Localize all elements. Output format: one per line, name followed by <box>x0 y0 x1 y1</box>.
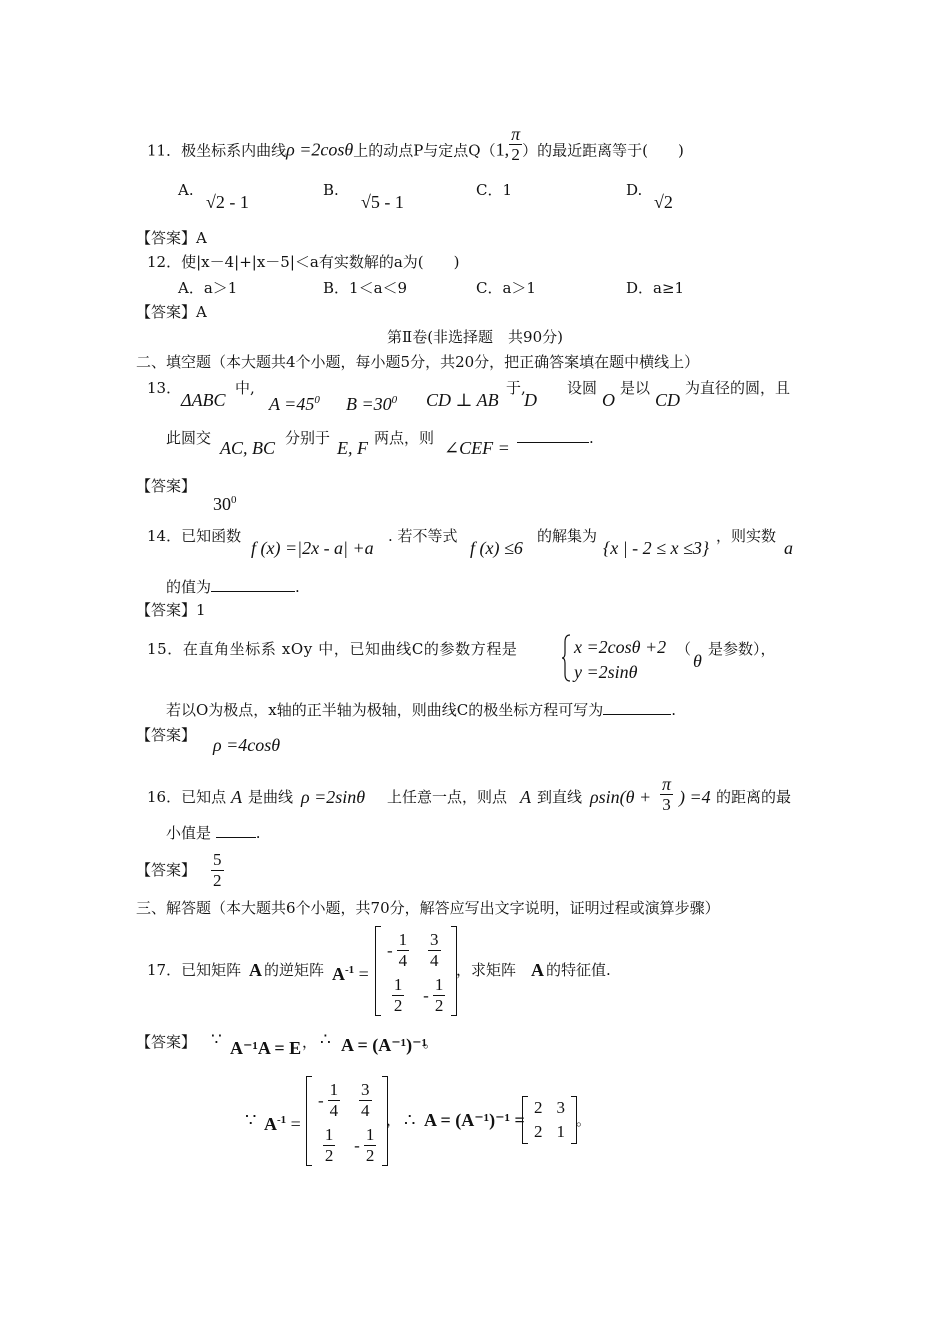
q12-option-a: A．a＞1 <box>178 279 238 297</box>
q16-text-shi: 是曲线 <box>248 788 294 806</box>
q17-matrix-a-2: A <box>531 960 544 980</box>
q16-line-part2: ) =4 <box>679 787 711 807</box>
q17-entry-12: $\frac{3}{4}$ <box>430 930 439 970</box>
q11-end-text: ）的最近距离等于( ) <box>522 141 684 160</box>
q11-option-d-label: D. <box>626 181 643 199</box>
q12-option-c: C．a＞1 <box>476 279 536 297</box>
q17-therefore-1: ∴ <box>320 1030 331 1049</box>
section3-heading: 三、解答题（本大题共6个小题，共70分，解答应写出文字说明，证明过程或演算步骤） <box>136 899 720 917</box>
q11-mid-text: 上的动点P与定点Q（ <box>353 141 496 160</box>
q17-a-inverse-2: $A^{-1}$ = <box>264 1114 301 1134</box>
q17-entry2-11: - $\frac{1}{4}$ <box>318 1080 339 1120</box>
q13-text-she: 设圆 <box>567 379 598 397</box>
q11-option-a: √2 - 1 <box>206 192 249 212</box>
q16-text-dao: 到直线 <box>537 788 583 806</box>
q17-period-2: 。 <box>576 1111 592 1129</box>
q17-inverse-matrix <box>375 926 457 1016</box>
q14-number: 14．已知函数 <box>147 527 242 545</box>
q17-comma-1: ， <box>302 1033 318 1051</box>
q12-answer: 【答案】A <box>136 303 207 321</box>
q13-segment-cd: CD <box>655 390 681 410</box>
q15-equation-x: x =2cosθ +2 <box>574 637 667 657</box>
q15-stem: 15．在直角坐标系 xOy 中，已知曲线C的参数方程是 <box>147 640 518 658</box>
q17-because-1: ∵ <box>211 1030 222 1049</box>
q15-answer-label: 【答案】 <box>136 726 197 744</box>
q17-a-inverse: $A^{-1}$ = <box>332 964 369 984</box>
q17-result-22: 1 <box>556 1122 565 1141</box>
q15-line2: 若以O为极点，x轴的正半轴为极轴，则曲线C的极坐标方程可写为 . <box>166 701 677 719</box>
q17-text-ni: 的逆矩阵 <box>264 961 325 979</box>
q17-comma-2: ， <box>386 1111 402 1129</box>
q11-option-d: √2 <box>654 192 673 212</box>
q13-circle-o: O <box>602 390 615 410</box>
q13-answer: $30^0$ <box>213 494 237 514</box>
section2-heading: 二、填空题（本大题共4个小题，每小题5分，共20分，把正确答案填在题中横线上） <box>136 353 700 371</box>
q11-answer: 【答案】A <box>136 229 207 247</box>
q13-text-fenbie: 分别于 <box>285 429 331 447</box>
q17-entry2-12: $\frac{3}{4}$ <box>361 1080 370 1120</box>
part2-title: 第Ⅱ卷(非选择题 共90分) <box>387 328 563 346</box>
q13-text-liangdian: 两点，则 <box>374 429 435 447</box>
q11-option-a-label: A. <box>178 181 194 199</box>
q17-result-eq: A = (A⁻¹)⁻¹ = <box>424 1110 525 1130</box>
q12-option-b: B．1＜a＜9 <box>323 279 408 297</box>
q13-perpendicular: CD ⊥ AB <box>426 390 499 410</box>
q11-option-c: C．1 <box>476 181 513 199</box>
q14-variable-a: a <box>784 538 793 558</box>
q17-a-equals-inverse: A = (A⁻¹)⁻¹ <box>341 1035 428 1055</box>
q17-entry-11: - $\frac{1}{4}$ <box>387 930 408 970</box>
q16-answer-label: 【答案】 <box>136 861 197 879</box>
q17-therefore-2: ∴ <box>404 1110 416 1130</box>
q17-entry-21: $\frac{1}{2}$ <box>393 975 403 1015</box>
q16-line-part1: ρsin(θ + <box>590 787 652 807</box>
q17-result-matrix <box>522 1096 577 1144</box>
q11-option-b-label: B. <box>323 181 339 199</box>
q17-number: 17．已知矩阵 <box>147 961 242 979</box>
q11-point: 1, <box>495 139 510 160</box>
q15-brace <box>561 634 571 682</box>
q13-text-zhong: 中, <box>235 379 255 397</box>
q13-line2-start: 此圆交 <box>166 429 212 447</box>
q12-option-d: D．a≥1 <box>626 279 685 297</box>
q17-inverse-matrix-2 <box>306 1076 388 1166</box>
q17-entry2-21: $\frac{1}{2}$ <box>324 1125 334 1165</box>
q15-answer: ρ =4cosθ <box>213 735 281 755</box>
q17-period-1: 。 <box>423 1033 439 1051</box>
q16-curve: ρ =2sinθ <box>301 787 366 807</box>
q14-text-ze: ，则实数 <box>716 527 777 545</box>
q17-matrix-a: A <box>249 960 262 980</box>
q15-theta: θ <box>693 651 702 671</box>
q17-result-11: 2 <box>534 1098 543 1117</box>
q14-line2: 的值为 . <box>166 578 300 596</box>
q16-answer: $\frac{5}{2}$ <box>213 850 222 890</box>
q16-point-a-2: A <box>520 787 531 807</box>
q17-text-qiu: ，求矩阵 <box>456 961 517 979</box>
q13-angle-cef: ∠CEF = <box>444 438 510 458</box>
q13-segments-ac-bc: AC, BC <box>220 438 276 458</box>
q16-line2: 小值是 . <box>166 824 261 842</box>
q15-equation-y: y =2sinθ <box>574 662 638 682</box>
q13-triangle: ΔABC <box>181 390 226 410</box>
q17-because-2: ∵ <box>245 1110 257 1130</box>
q17-text-eigen: 的特征值. <box>546 961 611 979</box>
q13-points-e-f: E, F <box>337 438 368 458</box>
q17-result-21: 2 <box>534 1122 543 1141</box>
q11-curve: ρ =2cosθ <box>286 139 354 160</box>
q16-pi-over-3: $\frac{\pi}{3}$ <box>662 774 672 814</box>
q17-entry2-22: - $\frac{1}{2}$ <box>354 1125 375 1165</box>
q14-inequality: f (x) ≤6 <box>470 538 523 558</box>
q17-answer-label: 【答案】 <box>136 1033 197 1051</box>
q16-point-a: A <box>231 787 242 807</box>
q13-angle-b: $B =30^0$ <box>346 394 398 414</box>
q11-number: 11．极坐标系内曲线 <box>147 141 287 160</box>
q13-number: 13． <box>147 379 182 397</box>
q17-result-12: 3 <box>556 1098 565 1117</box>
q11-stem <box>147 124 684 165</box>
q14-answer: 【答案】1 <box>136 601 206 619</box>
q14-solution-set: {x | - 2 ≤ x ≤3} <box>603 538 710 558</box>
q15-text-param: 是参数）， <box>708 640 776 658</box>
q17-entry-22: - $\frac{1}{2}$ <box>423 975 444 1015</box>
q13-answer-label: 【答案】 <box>136 477 197 495</box>
q17-identity-eq: A⁻¹A = E <box>230 1038 302 1058</box>
q14-function: f (x) =|2x - a| +a <box>251 538 374 558</box>
q13-angle-a: $A =45^0$ <box>269 394 320 414</box>
q13-blank: . <box>517 428 594 448</box>
q13-text-shiyi: 是以 <box>620 379 651 397</box>
q13-text-yu: 于, <box>506 379 526 397</box>
q16-text-shang: 上任意一点，则点 <box>387 788 508 806</box>
q13-text-diameter: 为直径的圆，且 <box>685 379 791 397</box>
q14-text-ruo: . 若不等式 <box>388 527 458 545</box>
q11-option-b: √5 - 1 <box>361 192 404 212</box>
q11-fraction: $\frac{\pi}{2}$ <box>511 124 521 164</box>
q13-point-d: D <box>524 390 537 410</box>
q16-number: 16．已知点 <box>147 788 227 806</box>
q16-text-end: 的距离的最 <box>716 788 792 806</box>
q14-text-jie: 的解集为 <box>537 527 598 545</box>
q15-paren: （ <box>676 640 692 658</box>
q12-stem: 12．使|x－4|+|x－5|＜a有实数解的a为( ) <box>147 253 460 271</box>
